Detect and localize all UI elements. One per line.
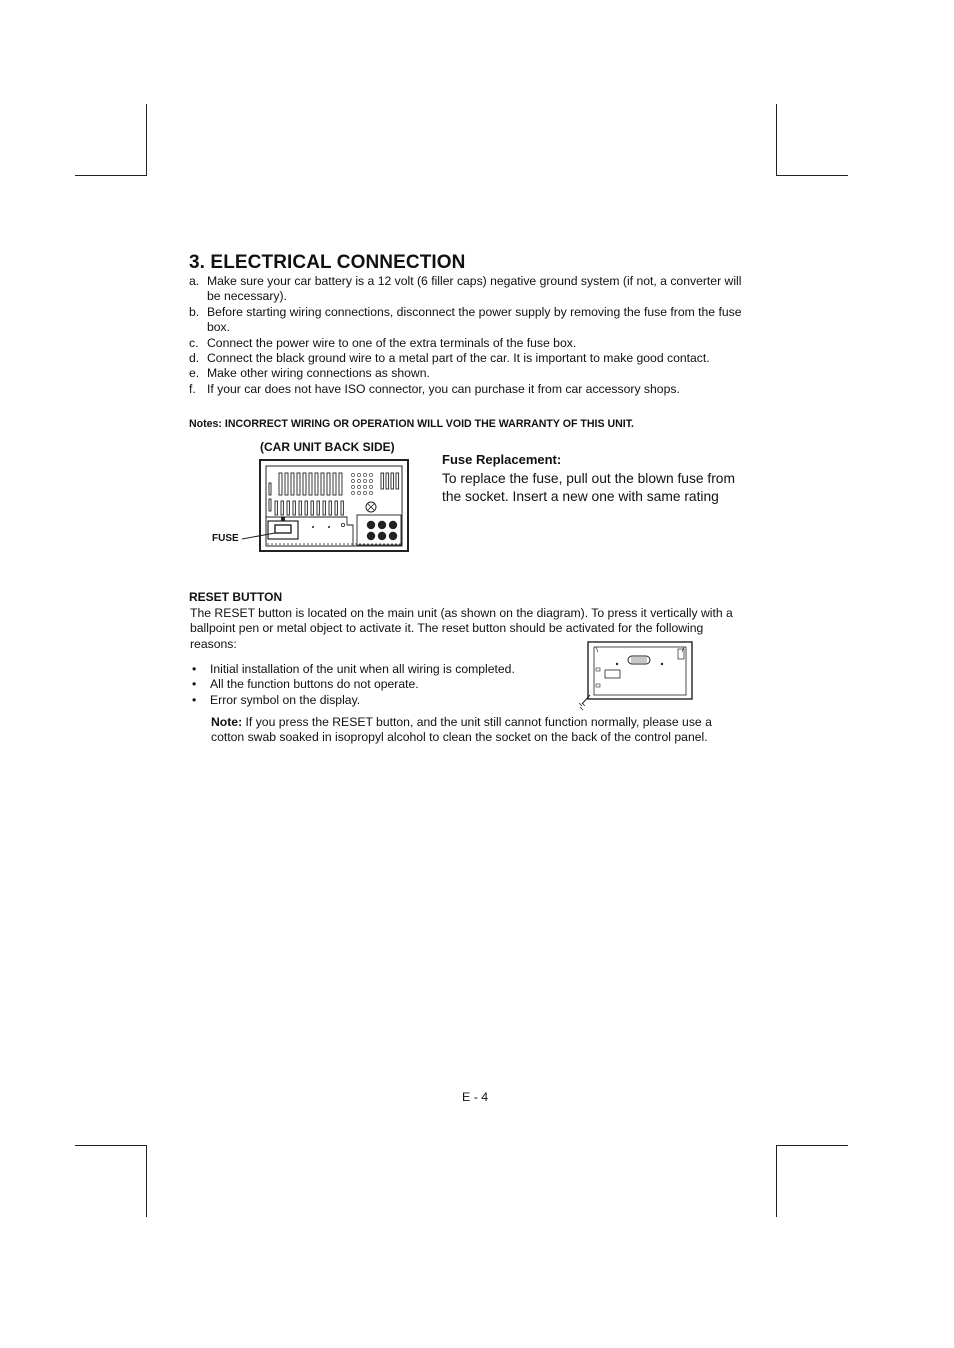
list-item: e. Make other wiring connections as shown. [189,366,430,381]
list-item: • Error symbol on the display. [192,693,515,708]
list-item: f. If your car does not have ISO connector, you can purchase it from car accessory shops. [189,381,680,396]
crop-mark [776,1145,848,1146]
reset-button-description: The RESET button is located on the main unit (as shown on the diagram). To press it vertically with a ballpoint pen or metal object to activate it. The reset button should be activated for the following reasons: [190,606,733,651]
list-item: b. Before starting wiring connections, disconnect the power supply by removing the fuse from the fuse box. [189,304,742,335]
crop-mark [75,1145,147,1146]
crop-mark [146,1145,147,1217]
crop-mark [146,104,147,176]
reset-reasons-list [192,662,515,708]
list-item: d. Connect the black ground wire to a metal part of the car. It is important to make good contact. [189,351,710,366]
crop-mark [75,175,147,176]
reset-note-text: If you press the RESET button, and the unit still cannot function normally, please use a cotton swab soaked in isopropyl alcohol to clean the socket on the back of the control panel. [211,715,712,745]
page-number: E - 4 [462,1090,489,1104]
warranty-note: Notes: INCORRECT WIRING OR OPERATION WILL VOID THE WARRANTY OF THIS UNIT. [189,418,634,430]
reset-note-label: Note: [211,715,243,729]
reset-location-diagram [574,638,696,712]
reset-note [211,715,741,746]
crop-mark [776,175,848,176]
crop-mark [776,1145,777,1217]
crop-mark [776,104,777,176]
list-item: c. Connect the power wire to one of the extra terminals of the fuse box. [189,335,577,350]
section-title: 3. ELECTRICAL CONNECTION [189,252,466,273]
wiring-steps [189,274,749,397]
reset-button-title: RESET BUTTON [189,590,283,604]
fuse-replacement-title: Fuse Replacement: [442,452,562,467]
fuse-replacement-text: To replace the fuse, pull out the blown fuse from the socket. Insert a new one with same rating [442,471,735,504]
list-item: a. Make sure your car battery is a 12 volt (6 filler caps) negative ground system (if not, a converter will be necessary). [189,274,742,304]
car-diagram-caption: (CAR UNIT BACK SIDE) [260,440,395,454]
list-item: • Initial installation of the unit when all wiring is completed. [192,662,515,677]
list-item: • All the function buttons do not operate. [192,677,515,692]
fuse-label: FUSE [212,533,239,544]
